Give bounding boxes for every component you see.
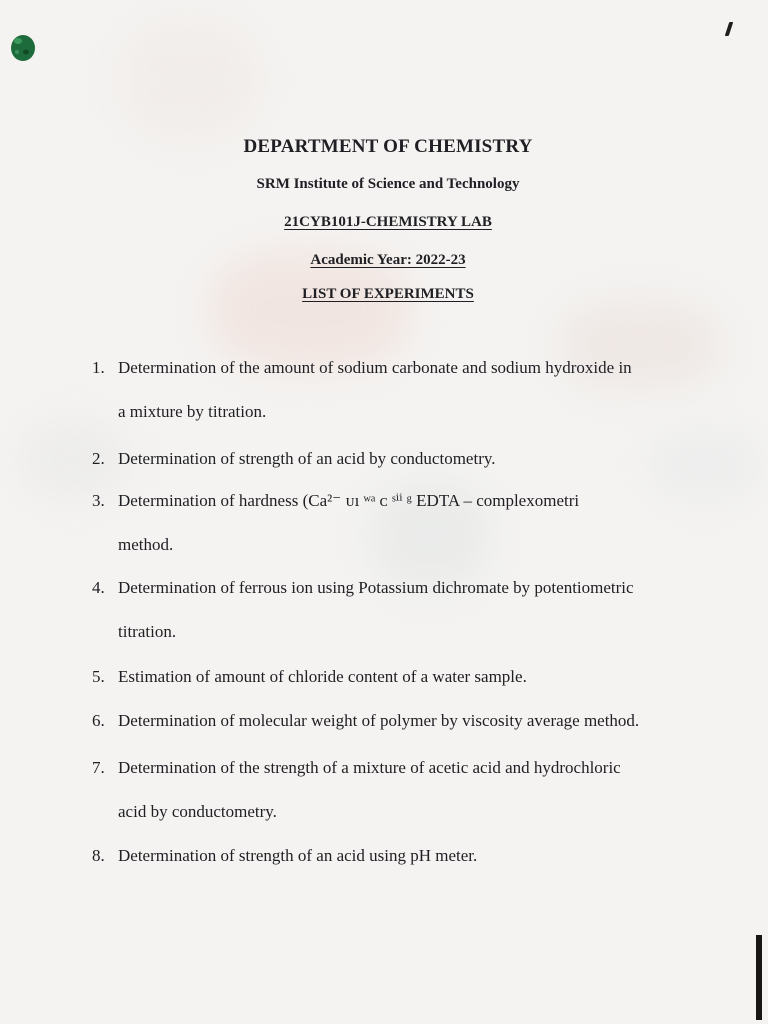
experiment-text-continued: a mixture by titration. [118,402,267,421]
experiment-text: Determination of strength of an acid using pH meter. [118,846,478,865]
experiment-text: Determination of the amount of sodium carbonate and sodium hydroxide in [118,358,632,377]
green-ink-blot-icon [8,30,38,64]
experiment-text: Determination of the strength of a mixture of acetic acid and hydrochloric [118,758,621,777]
institute-name: SRM Institute of Science and Technology [256,176,520,192]
experiment-text: Estimation of amount of chloride content of a water sample. [118,667,527,686]
experiment-text-continued: method. [118,535,174,554]
experiment-item [92,668,702,685]
experiment-number: 6. [92,711,105,730]
academic-year: Academic Year: 2022-23 [310,252,466,268]
course-code: 21CYB101J-CHEMISTRY LAB [284,214,492,230]
experiment-number: 5. [92,667,105,686]
experiment-item [92,450,702,467]
experiment-text: Determination of hardness (Ca²⁻ ᴜı ʷᵃ ᴄ ˢⁱⁱ ᵍ EDTA – complexometri [118,491,580,510]
experiment-text-continued: acid by conductometry. [118,802,277,821]
experiment-number: 4. [92,578,105,597]
page-edge-mark [756,935,762,1020]
experiment-number: 3. [92,491,105,510]
experiment-item [92,578,702,641]
pen-mark [725,22,734,36]
show-through-stain [120,20,260,140]
experiment-text: Determination of strength of an acid by conductometry. [118,449,496,468]
department-title: DEPARTMENT OF CHEMISTRY [243,136,533,157]
experiment-text: Determination of ferrous ion using Potassium dichromate by potentiometric [118,578,634,597]
experiment-item [92,847,702,864]
experiment-item [92,712,702,729]
experiment-number: 1. [92,358,105,377]
experiment-text-continued: titration. [118,622,177,641]
experiment-number: 2. [92,449,105,468]
experiment-number: 8. [92,846,105,865]
experiment-item [92,758,702,821]
experiment-item [92,491,702,554]
list-title: LIST OF EXPERIMENTS [302,286,474,302]
experiment-text: Determination of molecular weight of polymer by viscosity average method. [118,711,640,730]
experiment-item [92,358,702,421]
experiment-number: 7. [92,758,105,777]
